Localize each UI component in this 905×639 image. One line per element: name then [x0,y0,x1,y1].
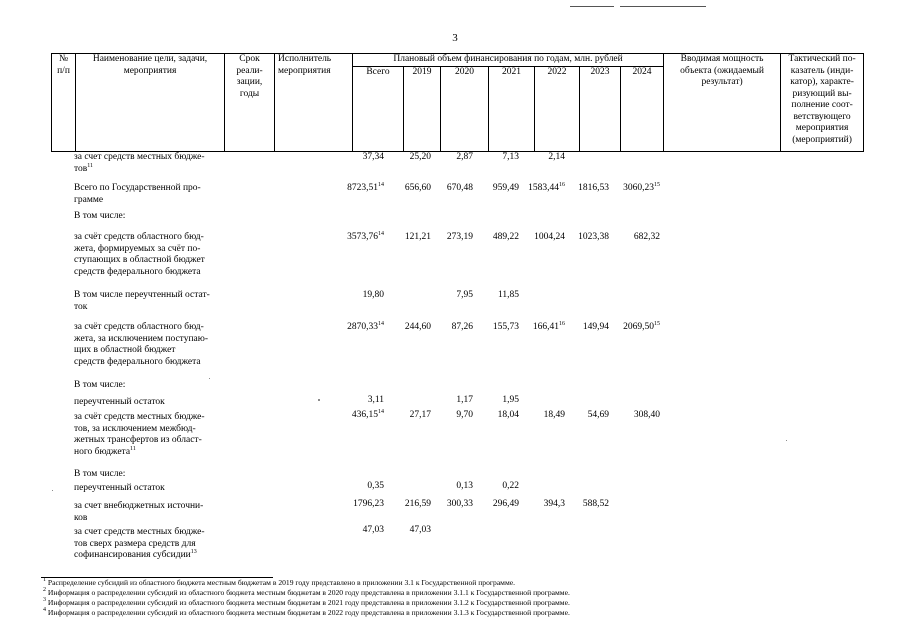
cell-2021: 18,04 [497,410,519,420]
col-year-header: 2022 [535,66,580,151]
cell-2020: 0,13 [456,481,473,491]
col-year-header: 2024 [621,66,664,151]
cell-2023: 149,94 [582,322,609,332]
col-year-header: 2020 [441,66,489,151]
cell-2019: 244,60 [404,322,431,332]
footnote: $^4$ Информация о распределении субсидий из областного бюджета местным бюджетам в 2022 году представлена в приложении 3.1.3 к Государственной программе. [43,607,570,617]
cell-2023: 1816,53 [578,183,609,193]
cell-2023: 588,52 [582,499,609,509]
cell-2020: 300,33 [446,499,473,509]
cell-2019: 216,59 [404,499,431,509]
cell-2020: 2,87 [456,152,473,162]
cell-2020: 9,70 [456,410,473,420]
cell-total: 0,35 [367,481,384,491]
col-capacity-header: Вводимая мощность объекта (ожидаемый результат) [664,54,781,152]
cell-2021: 959,49 [492,183,519,193]
footnote: $^3$ Информация о распределении субсидий из областного бюджета местным бюджетам в 2021 году представлена в приложении 3.1.2 к Государственной программе. [43,597,570,607]
cell-2024: 308,40 [633,410,660,420]
cell-2024: 682,32 [633,232,660,242]
row-label: за счёт средств областного бюд- жета, формируемых за счёт по- ступающих в областной бюджет средств федерального бюджета [74,232,205,277]
cell-2022: 18,49 [543,410,565,420]
row-label: за счёт средств местных бюдже- тов, за исключением межбюд- жетных трансфертов из област- ного бюджета$^{11}$ [74,412,205,457]
cell-2021: 1,95 [502,395,519,405]
row-label: В том числе: [74,380,126,390]
cell-total: 1796,23 [353,499,384,509]
cell-2019: 25,20 [409,152,431,162]
scan-speck [209,378,210,379]
scan-speck [52,490,53,491]
cell-total: 8723,51$^{14}$ [347,182,384,193]
cell-2019: 121,21 [404,232,431,242]
page-number: 3 [452,32,458,44]
cell-2023: 1023,38 [578,232,609,242]
row-label: Всего по Государственной про- грамме [74,183,201,205]
row-label: за счет средств местных бюдже- тов сверх размера средств для софинансирования субсидии$^{13}$ [74,527,205,561]
cell-2024: 2069,50$^{15}$ [623,321,660,332]
footnote: $^2$ Информация о распределении субсидий из областного бюджета местным бюджетам в 2020 году представлена в приложении 3.1.1 к Государственной программе. [43,587,570,597]
footnote: $^1$ Распределение субсидий из областного бюджета местным бюджетам в 2019 году представлено в приложении 3.1 к Государственной программе. [43,577,516,587]
cell-2022: 394,3 [543,499,565,509]
col-year-header: 2023 [580,66,621,151]
cell-2021: 11,85 [497,290,519,300]
col-term-header: Срок реали- зации, годы [225,54,275,152]
row-label: В том числе переучтенный остат- ток [74,290,210,312]
cell-total: 3,11 [367,395,384,405]
cell-2019: 47,03 [409,525,431,535]
scan-speck [318,399,320,401]
row-label: переучтенный остаток [74,397,165,407]
cell-2022: 2,14 [548,152,565,162]
cell-2021: 7,13 [502,152,519,162]
cell-2021: 489,22 [492,232,519,242]
row-label: переучтенный остаток [74,483,165,493]
cell-2023: 54,69 [587,410,609,420]
col-plan-header: Плановый объем финансирования по годам, млн. рублей [353,54,664,67]
cell-2021: 0,22 [502,481,519,491]
col-year-header: 2019 [404,66,441,151]
col-indicator-header: Тактический по- казатель (инди- катор), характе- ризующий вы- полнение соот- ветствующего мероприятия (мероприятий) [781,54,864,152]
cell-total: 3573,76$^{14}$ [347,231,384,242]
cell-total: 19,80 [362,290,384,300]
cell-2021: 155,73 [492,322,519,332]
row-label: за счёт средств областного бюд- жета, за исключением поступаю- щих в областной бюджет средств федерального бюджета [74,322,209,367]
cell-2022: 166,41$^{16}$ [532,321,565,332]
cell-total: 37,34 [362,152,384,162]
cell-2020: 273,19 [446,232,473,242]
col-year-header: 2021 [489,66,535,151]
col-number-header: № п/п [52,54,76,152]
cell-2022: 1004,24 [534,232,565,242]
cell-total: 47,03 [362,525,384,535]
cell-2024: 3060,23$^{15}$ [623,182,660,193]
cell-2020: 1,17 [456,395,473,405]
row-label: за счет внебюджетных источни- ков [74,501,204,523]
row-label: В том числе: [74,469,126,479]
row-label: В том числе: [74,211,126,221]
cell-2020: 87,26 [451,322,473,332]
cell-2019: 27,17 [409,410,431,420]
cell-2021: 296,49 [492,499,519,509]
col-executor-header: Исполнитель мероприятия [275,54,353,152]
col-name-header: Наименование цели, задачи, мероприятия [76,54,225,152]
cell-total: 436,15$^{14}$ [351,409,384,420]
cell-2022: 1583,44$^{16}$ [528,182,565,193]
cell-2020: 7,95 [456,290,473,300]
cell-2019: 656,60 [404,183,431,193]
row-label: за счет средств местных бюдже- тов$^{11}$ [74,152,205,174]
cell-total: 2870,33$^{14}$ [347,321,384,332]
scan-speck [786,440,787,441]
cell-2020: 670,48 [446,183,473,193]
col-total-header: Всего [353,66,404,151]
